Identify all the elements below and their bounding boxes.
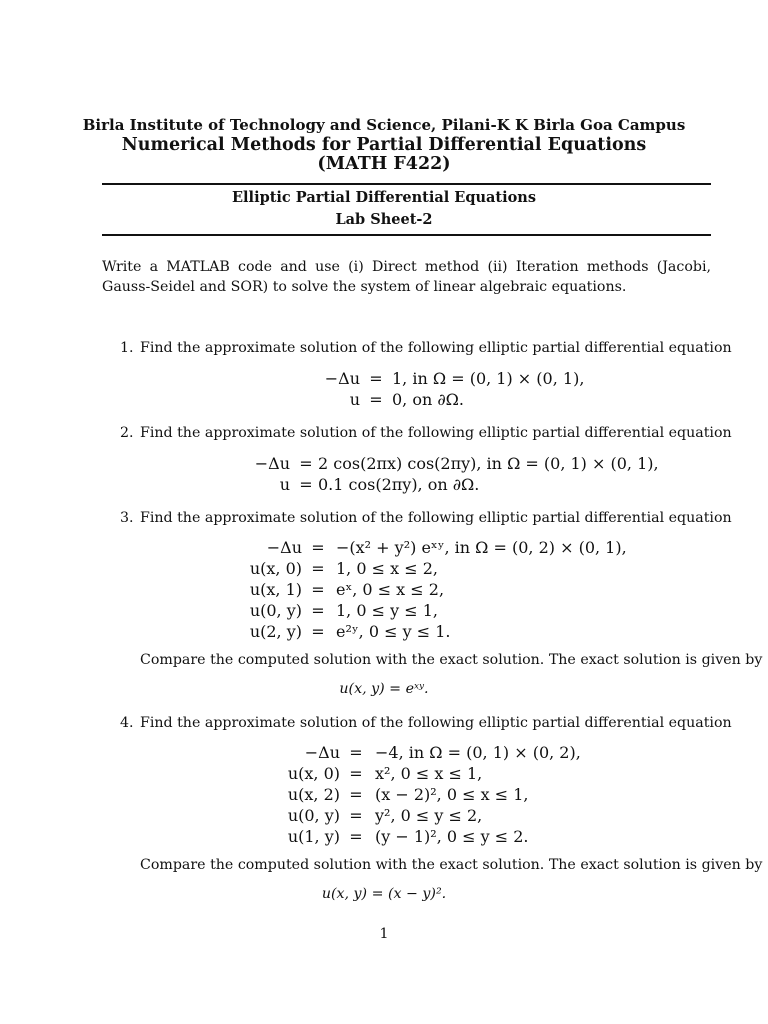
equation-relation: = xyxy=(349,785,363,804)
course-code: (MATH F422) xyxy=(317,154,451,174)
equation-relation: = xyxy=(349,827,363,846)
equation-relation: = xyxy=(349,806,363,825)
header-rule-top xyxy=(102,183,711,185)
institution-name: Birla Institute of Technology and Science, Pilani-K K Birla Goa Campus xyxy=(82,116,686,134)
equation-relation: = xyxy=(369,369,383,388)
equation-rhs: 0.1 cos(2πy), on ∂Ω. xyxy=(318,475,480,494)
equation-relation: = xyxy=(311,559,325,578)
header-rule-bottom xyxy=(102,234,711,236)
equation-relation: = xyxy=(311,622,325,641)
equation-rhs: (x − 2)², 0 ≤ x ≤ 1, xyxy=(375,785,529,804)
equation-rhs: (y − 1)², 0 ≤ y ≤ 2. xyxy=(375,827,529,846)
equation-relation: = xyxy=(369,390,383,409)
problem-number: 1. xyxy=(120,340,134,356)
intro-paragraph: Write a MATLAB code and use (i) Direct method (ii) Iteration methods (Jacobi, Gauss-Seidel and SOR) to solve the system of linear algebraic equations. xyxy=(102,259,711,295)
equation-rhs: 1, in Ω = (0, 1) × (0, 1), xyxy=(392,369,585,388)
equation-lhs: u(x, 0) xyxy=(249,559,302,578)
equation-rhs: 1, 0 ≤ y ≤ 1, xyxy=(336,601,438,620)
equation-rhs: −(x² + y²) eˣʸ, in Ω = (0, 2) × (0, 1), xyxy=(336,538,627,557)
equation-rhs: eˣ, 0 ≤ x ≤ 2, xyxy=(336,580,445,599)
equation-lhs: −Δu xyxy=(254,454,290,473)
course-title: Numerical Methods for Partial Differential Equations xyxy=(121,135,647,155)
problem-text: Find the approximate solution of the following elliptic partial differential equation xyxy=(140,715,732,731)
problem-number: 4. xyxy=(120,715,134,731)
equation-rhs: 0, on ∂Ω. xyxy=(392,390,464,409)
equation-lhs: u(0, y) xyxy=(249,601,302,620)
problem-number: 3. xyxy=(120,510,134,526)
equation-relation: = xyxy=(311,538,325,557)
equation-lhs: −Δu xyxy=(324,369,360,388)
problem-text: Find the approximate solution of the following elliptic partial differential equation xyxy=(140,510,732,526)
compare-text: Compare the computed solution with the exact solution. The exact solution is given by xyxy=(140,652,763,668)
exact-solution: u(x, y) = (x − y)². xyxy=(321,886,447,902)
compare-text: Compare the computed solution with the exact solution. The exact solution is given by xyxy=(140,857,763,873)
problem-text: Find the approximate solution of the following elliptic partial differential equation xyxy=(140,425,732,441)
equation-lhs: u(x, 1) xyxy=(249,580,302,599)
lab-sheet-title: Lab Sheet-2 xyxy=(335,211,433,228)
problem-number: 2. xyxy=(120,425,134,441)
equation-lhs: u(2, y) xyxy=(249,622,302,641)
equation-relation: = xyxy=(299,454,313,473)
equation-lhs: u(x, 2) xyxy=(287,785,340,804)
equation-rhs: 2 cos(2πx) cos(2πy), in Ω = (0, 1) × (0, 1), xyxy=(318,454,659,473)
equation-relation: = xyxy=(311,601,325,620)
equation-relation: = xyxy=(299,475,313,494)
equation-lhs: u xyxy=(349,390,360,409)
equation-rhs: y², 0 ≤ y ≤ 2, xyxy=(375,806,483,825)
equation-rhs: 1, 0 ≤ x ≤ 2, xyxy=(336,559,438,578)
equation-relation: = xyxy=(349,743,363,762)
equation-lhs: −Δu xyxy=(266,538,302,557)
equation-lhs: u(1, y) xyxy=(287,827,340,846)
exact-solution: u(x, y) = eˣʸ. xyxy=(339,681,429,697)
page-number: 1 xyxy=(379,926,389,942)
equation-rhs: −4, in Ω = (0, 1) × (0, 2), xyxy=(375,743,581,762)
topic-title: Elliptic Partial Differential Equations xyxy=(232,189,536,206)
equation-lhs: u(0, y) xyxy=(287,806,340,825)
equation-lhs: u xyxy=(279,475,290,494)
equation-relation: = xyxy=(311,580,325,599)
equation-lhs: −Δu xyxy=(304,743,340,762)
equation-relation: = xyxy=(349,764,363,783)
equation-lhs: u(x, 0) xyxy=(287,764,340,783)
equation-rhs: e²ʸ, 0 ≤ y ≤ 1. xyxy=(336,622,451,641)
problem-text: Find the approximate solution of the following elliptic partial differential equation xyxy=(140,340,732,356)
equation-rhs: x², 0 ≤ x ≤ 1, xyxy=(375,764,483,783)
